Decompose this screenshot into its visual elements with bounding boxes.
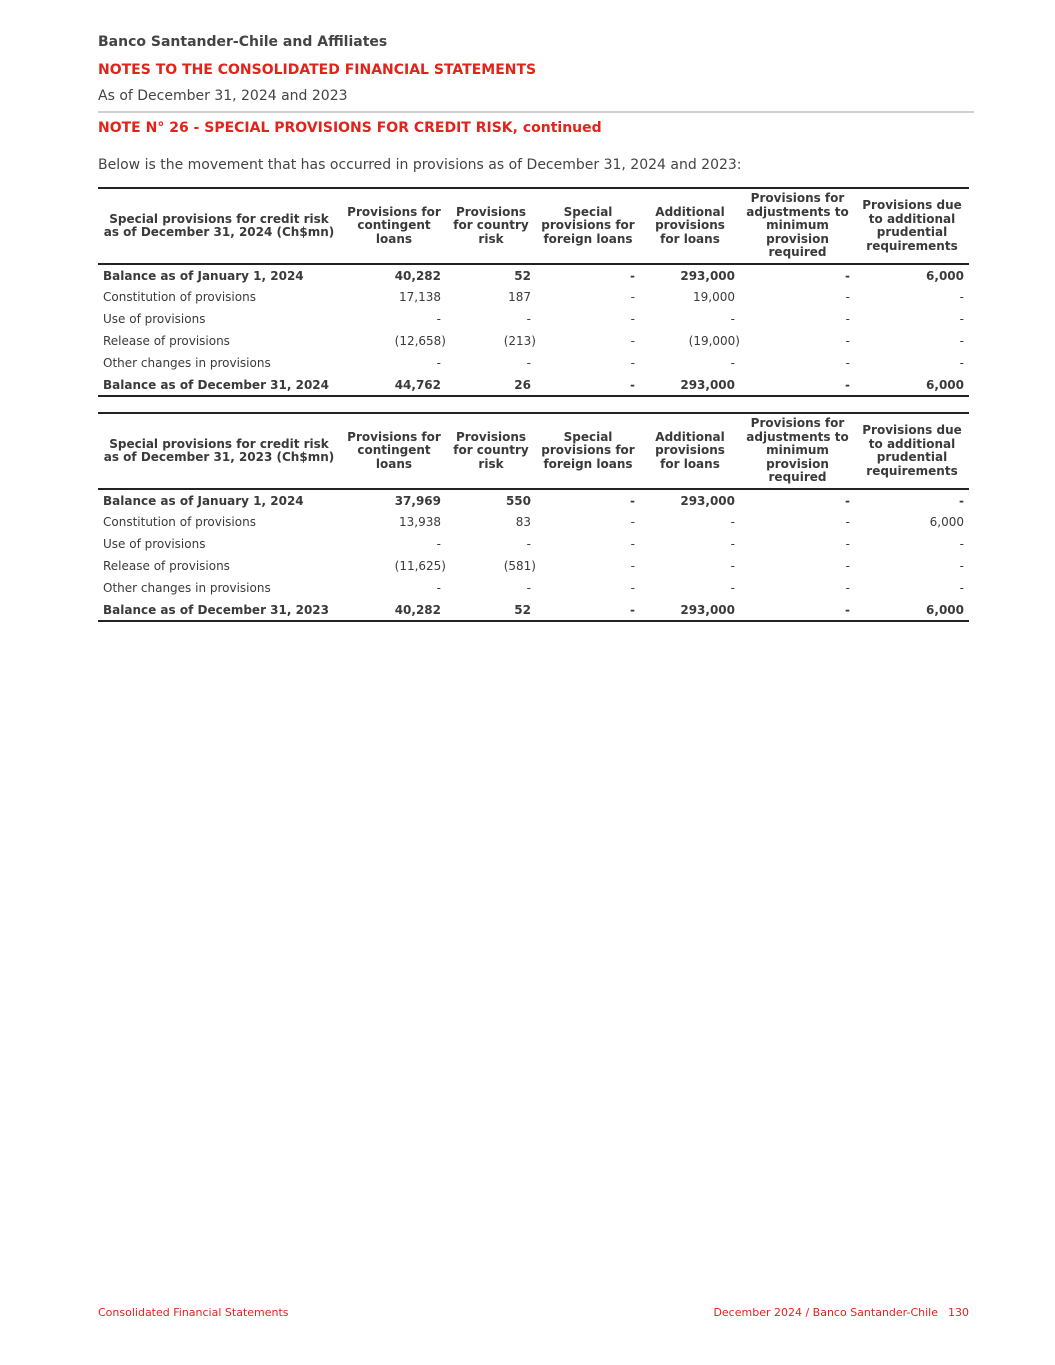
company-name: Banco Santander-Chile and Affiliates: [98, 34, 388, 50]
col-header-foreign-loans: Special provisions for foreign loans: [536, 413, 640, 489]
cell-value: -: [959, 312, 964, 326]
cell-value: 44,762: [342, 374, 446, 396]
cell-value: -: [730, 537, 735, 551]
col-header-additional-provisions: Additional provisions for loans: [640, 413, 740, 489]
cell-value: -: [740, 374, 855, 396]
table-row: [98, 264, 969, 286]
col-header-foreign-loans: Special provisions for foreign loans: [536, 188, 640, 264]
notes-title: NOTES TO THE CONSOLIDATED FINANCIAL STATEMENTS: [98, 62, 537, 78]
cell-value: -: [959, 290, 964, 304]
col-header-country-risk: Provisions for country risk: [446, 413, 536, 489]
table-row: [98, 555, 969, 577]
cell-value: -: [845, 334, 850, 348]
cell-value: (11,625): [394, 559, 446, 573]
table-row: [98, 577, 969, 599]
table-title-header: Special provisions for credit risk as of December 31, 2024 (Ch$mn): [98, 188, 342, 264]
cell-value: -: [630, 537, 635, 551]
cell-value: -: [536, 599, 640, 621]
cell-value: -: [845, 290, 850, 304]
row-label: Use of provisions: [103, 312, 206, 326]
as-of-date: As of December 31, 2024 and 2023: [98, 88, 348, 104]
cell-value: -: [630, 356, 635, 370]
col-header-prudential: Provisions due to additional prudential requirements: [855, 413, 969, 489]
cell-value: 26: [446, 374, 536, 396]
cell-value: 40,282: [394, 268, 441, 283]
cell-value: -: [959, 493, 964, 508]
row-label: Use of provisions: [103, 537, 206, 551]
provisions-table-2024: [98, 187, 969, 397]
row-label: Other changes in provisions: [103, 356, 271, 370]
col-header-prudential: Provisions due to additional prudential requirements: [855, 188, 969, 264]
col-header-additional-provisions: Additional provisions for loans: [640, 188, 740, 264]
row-label: Constitution of provisions: [103, 290, 256, 304]
cell-value: -: [630, 581, 635, 595]
cell-value: -: [436, 356, 441, 370]
table-row: [98, 352, 969, 374]
provisions-table-2023: [98, 412, 969, 622]
cell-value: -: [845, 312, 850, 326]
table-row: [98, 308, 969, 330]
row-label: Other changes in provisions: [103, 581, 271, 595]
cell-value: -: [845, 559, 850, 573]
cell-value: -: [740, 599, 855, 621]
cell-value: -: [526, 356, 531, 370]
cell-value: (12,658): [394, 334, 446, 348]
cell-value: 52: [446, 599, 536, 621]
cell-value: 19,000: [693, 290, 735, 304]
footer-edition: December 2024 / Banco Santander-Chile: [713, 1306, 938, 1319]
page-number: 130: [948, 1306, 969, 1319]
cell-value: -: [630, 268, 635, 283]
cell-value: -: [536, 374, 640, 396]
table-title-header: Special provisions for credit risk as of December 31, 2023 (Ch$mn): [98, 413, 342, 489]
cell-value: -: [845, 515, 850, 529]
row-label: Balance as of January 1, 2024: [103, 268, 304, 283]
cell-value: 83: [515, 515, 531, 529]
cell-value: -: [730, 581, 735, 595]
cell-value: -: [730, 515, 735, 529]
table-row: [98, 511, 969, 533]
cell-value: -: [730, 559, 735, 573]
cell-value: -: [436, 581, 441, 595]
cell-value: -: [730, 312, 735, 326]
cell-value: -: [845, 537, 850, 551]
col-header-minimum-provision: Provisions for adjustments to minimum provision required: [740, 188, 855, 264]
cell-value: -: [845, 356, 850, 370]
cell-value: -: [526, 581, 531, 595]
cell-value: 6,000: [855, 599, 969, 621]
cell-value: 293,000: [640, 374, 740, 396]
cell-value: -: [959, 356, 964, 370]
cell-value: 52: [514, 268, 531, 283]
cell-value: -: [630, 559, 635, 573]
cell-value: -: [526, 312, 531, 326]
footer-right: [713, 1306, 969, 1319]
note-title: NOTE N° 26 - SPECIAL PROVISIONS FOR CREDIT RISK, continued: [98, 120, 602, 136]
cell-value: 293,000: [680, 493, 735, 508]
cell-value: (581): [503, 559, 536, 573]
table-header-row: [98, 413, 969, 489]
cell-value: -: [436, 537, 441, 551]
cell-value: -: [630, 515, 635, 529]
table-row: [98, 489, 969, 511]
cell-value: (19,000): [688, 334, 740, 348]
cell-value: -: [630, 312, 635, 326]
header-divider: [98, 111, 974, 113]
table-row: [98, 533, 969, 555]
col-header-minimum-provision: Provisions for adjustments to minimum provision required: [740, 413, 855, 489]
intro-text: Below is the movement that has occurred in provisions as of December 31, 2024 and 2023:: [98, 157, 742, 173]
row-label: Release of provisions: [103, 334, 230, 348]
cell-value: -: [630, 334, 635, 348]
cell-value: -: [959, 559, 964, 573]
row-label: Constitution of provisions: [103, 515, 256, 529]
cell-value: -: [845, 493, 850, 508]
table-row: [98, 599, 969, 621]
cell-value: 6,000: [929, 515, 964, 529]
cell-value: 17,138: [399, 290, 441, 304]
cell-value: -: [630, 493, 635, 508]
col-header-country-risk: Provisions for country risk: [446, 188, 536, 264]
cell-value: -: [845, 581, 850, 595]
table-row: [98, 330, 969, 352]
table-row: [98, 374, 969, 396]
col-header-contingent-loans: Provisions for contingent loans: [342, 188, 446, 264]
cell-value: 13,938: [399, 515, 441, 529]
cell-value: (213): [503, 334, 536, 348]
cell-value: 293,000: [680, 268, 735, 283]
cell-value: 187: [508, 290, 531, 304]
cell-value: 293,000: [640, 599, 740, 621]
row-label: Balance as of December 31, 2024: [98, 374, 342, 396]
cell-value: -: [959, 537, 964, 551]
table-header-row: [98, 188, 969, 264]
col-header-contingent-loans: Provisions for contingent loans: [342, 413, 446, 489]
cell-value: 6,000: [926, 268, 964, 283]
cell-value: 550: [505, 493, 531, 508]
cell-value: 6,000: [855, 374, 969, 396]
cell-value: -: [436, 312, 441, 326]
cell-value: -: [730, 356, 735, 370]
cell-value: 37,969: [394, 493, 441, 508]
cell-value: -: [845, 268, 850, 283]
footer-document-name: Consolidated Financial Statements: [98, 1306, 289, 1319]
cell-value: 40,282: [342, 599, 446, 621]
cell-value: -: [630, 290, 635, 304]
cell-value: -: [959, 581, 964, 595]
cell-value: -: [526, 537, 531, 551]
table-row: [98, 286, 969, 308]
row-label: Balance as of January 1, 2024: [103, 493, 304, 508]
row-label: Release of provisions: [103, 559, 230, 573]
row-label: Balance as of December 31, 2023: [98, 599, 342, 621]
cell-value: -: [959, 334, 964, 348]
